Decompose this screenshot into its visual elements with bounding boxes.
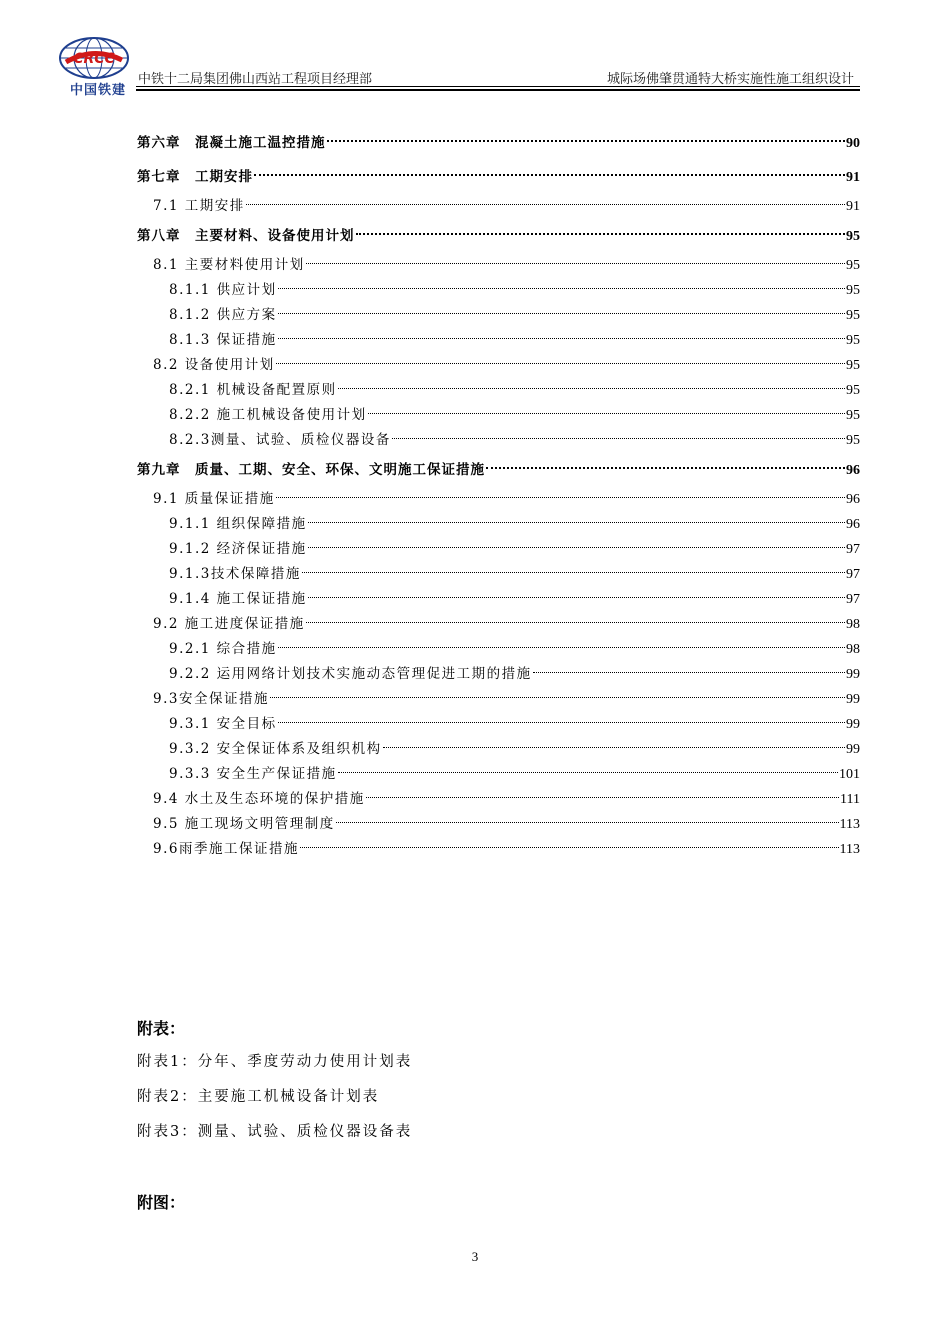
- toc-entry-title: 8.1 主要材料使用计划: [153, 257, 305, 273]
- toc-entry-title: 9.2 施工进度保证措施: [153, 616, 305, 632]
- toc-entry-title: 9.2.1 综合措施: [169, 641, 277, 657]
- toc-section-row[interactable]: [137, 637, 860, 662]
- toc-dot-leader: [368, 413, 845, 414]
- toc-dot-leader: [366, 797, 839, 798]
- toc-dot-leader: [276, 497, 845, 498]
- logo-text: 中国铁建: [69, 83, 126, 98]
- toc-section-row[interactable]: [137, 762, 860, 787]
- toc-page-number: 99: [846, 717, 860, 732]
- toc-section-row[interactable]: [137, 278, 860, 303]
- header-rule-thin: [136, 86, 860, 87]
- toc-page-number: 95: [846, 408, 860, 423]
- toc-section-row[interactable]: [137, 378, 860, 403]
- toc-dot-leader: [246, 204, 845, 205]
- toc-page-number: 90: [846, 136, 860, 151]
- toc-page-number: 91: [846, 170, 860, 185]
- toc-dot-leader: [533, 672, 845, 673]
- toc-page-number: 96: [846, 463, 860, 478]
- toc-entry-title: 9.5 施工现场文明管理制度: [153, 816, 335, 832]
- toc-entry-title: 8.2 设备使用计划: [153, 357, 275, 373]
- toc-section-row[interactable]: [137, 662, 860, 687]
- toc-section-row[interactable]: [137, 687, 860, 712]
- toc-dot-leader: [308, 522, 845, 523]
- toc-section-row[interactable]: [137, 837, 860, 862]
- toc-entry-title: 9.1.3技术保障措施: [169, 566, 301, 582]
- toc-section-row[interactable]: [137, 587, 860, 612]
- toc-entry-title: 9.6雨季施工保证措施: [153, 841, 299, 857]
- toc-page-number: 96: [846, 517, 860, 532]
- toc-page-number: 96: [846, 492, 860, 507]
- toc-page-number: 97: [846, 592, 860, 607]
- toc-entry-title: 8.2.3测量、试验、质检仪器设备: [169, 432, 391, 448]
- figures-title: 附图：: [137, 1193, 186, 1212]
- toc-entry-title: 9.4 水土及生态环境的保护措施: [153, 791, 365, 807]
- toc-section-row[interactable]: [137, 737, 860, 762]
- toc-entry-title: 9.3.2 安全保证体系及组织机构: [169, 741, 382, 757]
- toc-section-row[interactable]: [137, 712, 860, 737]
- toc-entry-title: 第六章 混凝土施工温控措施: [137, 135, 326, 151]
- toc-chapter-row[interactable]: [137, 126, 860, 160]
- toc-page-number: 98: [846, 617, 860, 632]
- toc-entry-title: 8.2.2 施工机械设备使用计划: [169, 407, 367, 423]
- toc-page-number: 95: [846, 229, 860, 244]
- toc-page-number: 97: [846, 567, 860, 582]
- toc-dot-leader: [278, 338, 845, 339]
- toc-page-number: 101: [839, 767, 860, 782]
- appendix-item: 附表2：主要施工机械设备计划表: [137, 1089, 380, 1105]
- toc-section-row[interactable]: [137, 428, 860, 453]
- toc-dot-leader: [383, 747, 845, 748]
- toc-dot-leader: [327, 140, 846, 142]
- toc-page-number: 113: [839, 842, 860, 857]
- toc-dot-leader: [356, 233, 846, 235]
- toc-dot-leader: [306, 622, 845, 623]
- toc-chapter-row[interactable]: [137, 453, 860, 487]
- toc-section-row[interactable]: [137, 562, 860, 587]
- toc-section-row[interactable]: [137, 194, 860, 219]
- toc-section-row[interactable]: [137, 812, 860, 837]
- crcc-logo: [56, 36, 132, 98]
- toc-page-number: 113: [839, 817, 860, 832]
- toc-dot-leader: [270, 697, 845, 698]
- toc-entry-title: 8.1.2 供应方案: [169, 307, 277, 323]
- toc-dot-leader: [278, 722, 845, 723]
- toc-dot-leader: [336, 822, 839, 823]
- toc-page-number: 95: [846, 308, 860, 323]
- toc-dot-leader: [306, 263, 845, 264]
- appendix-title: 附表：: [137, 1019, 186, 1038]
- toc-entry-title: 9.2.2 运用网络计划技术实施动态管理促进工期的措施: [169, 666, 532, 682]
- toc-section-row[interactable]: [137, 328, 860, 353]
- toc-section-row[interactable]: [137, 612, 860, 637]
- toc-entry-title: 8.1.3 保证措施: [169, 332, 277, 348]
- header-document-title: 城际场佛肇贯通特大桥实施性施工组织设计: [606, 72, 854, 87]
- toc-dot-leader: [392, 438, 845, 439]
- toc-section-row[interactable]: [137, 303, 860, 328]
- toc-section-row[interactable]: [137, 787, 860, 812]
- toc-section-row[interactable]: [137, 253, 860, 278]
- toc-page-number: 91: [846, 199, 860, 214]
- toc-page-number: 95: [846, 283, 860, 298]
- header-rule-thick: [136, 89, 860, 91]
- toc-dot-leader: [338, 388, 845, 389]
- toc-page-number: 98: [846, 642, 860, 657]
- toc-dot-leader: [254, 174, 845, 176]
- toc-section-row[interactable]: [137, 537, 860, 562]
- toc-entry-title: 8.1.1 供应计划: [169, 282, 277, 298]
- toc-chapter-row[interactable]: [137, 219, 860, 253]
- toc-dot-leader: [278, 313, 845, 314]
- toc-page-number: 111: [840, 792, 860, 807]
- appendix-item: 附表1：分年、季度劳动力使用计划表: [137, 1054, 413, 1070]
- toc-page-number: 95: [846, 258, 860, 273]
- toc-entry-title: 9.1.1 组织保障措施: [169, 516, 307, 532]
- appendix-item: 附表3：测量、试验、质检仪器设备表: [137, 1124, 413, 1140]
- toc-section-row[interactable]: [137, 353, 860, 378]
- toc-page-number: 95: [846, 383, 860, 398]
- toc-dot-leader: [278, 288, 845, 289]
- toc-entry-title: 9.3安全保证措施: [153, 691, 269, 707]
- toc-page-number: 95: [846, 358, 860, 373]
- toc-dot-leader: [302, 572, 845, 573]
- toc-dot-leader: [300, 847, 839, 848]
- toc-entry-title: 9.1 质量保证措施: [153, 491, 275, 507]
- toc-dot-leader: [276, 363, 845, 364]
- page-header: [52, 32, 860, 98]
- svg-text:CRCC: CRCC: [73, 51, 115, 67]
- toc-entry-title: 9.3.1 安全目标: [169, 716, 277, 732]
- toc-dot-leader: [308, 597, 845, 598]
- header-company: 中铁十二局集团佛山西站工程项目经理部: [138, 72, 373, 87]
- crcc-globe-icon: [56, 36, 132, 80]
- toc-page-number: 97: [846, 542, 860, 557]
- toc-entry-title: 8.2.1 机械设备配置原则: [169, 382, 337, 398]
- toc-entry-title: 第七章 工期安排: [137, 169, 253, 185]
- toc-page-number: 95: [846, 333, 860, 348]
- toc-entry-title: 第九章 质量、工期、安全、环保、文明施工保证措施: [137, 462, 485, 478]
- toc-section-row[interactable]: [137, 403, 860, 428]
- toc-entry-title: 9.1.2 经济保证措施: [169, 541, 307, 557]
- toc-section-row[interactable]: [137, 487, 860, 512]
- toc-entry-title: 7.1 工期安排: [153, 198, 245, 214]
- toc-dot-leader: [486, 467, 845, 469]
- toc-section-row[interactable]: [137, 512, 860, 537]
- toc-entry-title: 第八章 主要材料、设备使用计划: [137, 228, 355, 244]
- toc-entry-title: 9.3.3 安全生产保证措施: [169, 766, 337, 782]
- toc-page-number: 95: [846, 433, 860, 448]
- toc-dot-leader: [338, 772, 838, 773]
- toc-dot-leader: [278, 647, 845, 648]
- page-number: 3: [471, 1249, 479, 1264]
- toc-page-number: 99: [846, 742, 860, 757]
- table-of-contents: [137, 126, 860, 862]
- toc-page-number: 99: [846, 692, 860, 707]
- toc-dot-leader: [308, 547, 845, 548]
- toc-chapter-row[interactable]: [137, 160, 860, 194]
- toc-entry-title: 9.1.4 施工保证措施: [169, 591, 307, 607]
- toc-page-number: 99: [846, 667, 860, 682]
